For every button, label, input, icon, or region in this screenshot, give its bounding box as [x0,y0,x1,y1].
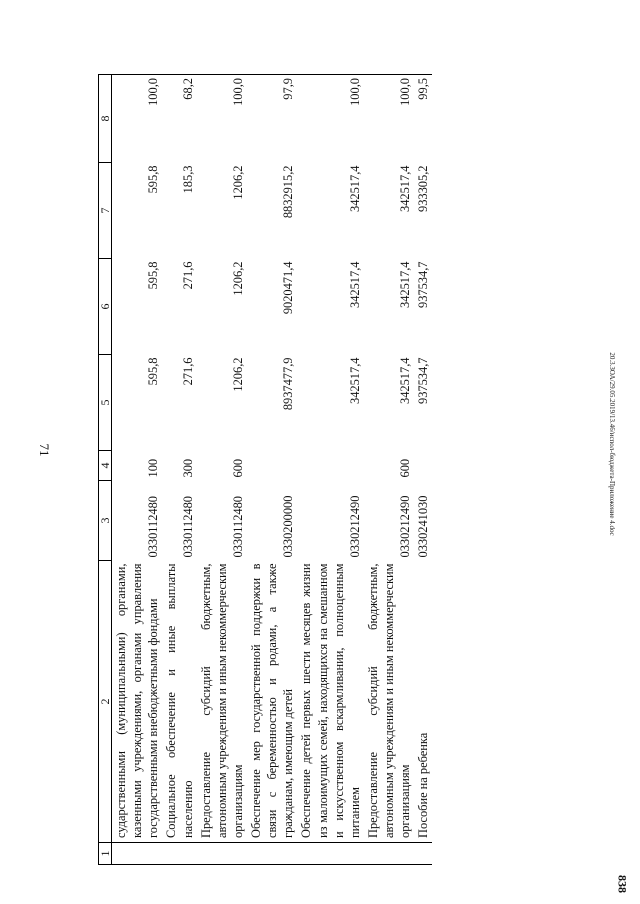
row-code: 0330112480 [180,496,195,558]
row-value-5: 8937477,9 [281,357,296,411]
row-value-7: 1206,2 [230,165,245,200]
table-row [414,75,432,865]
row-value-7: 342517,4 [347,165,362,212]
row-code: 0330112480 [230,496,245,558]
header-cell: 6 [99,259,112,355]
row-value-5: 342517,4 [398,357,413,404]
row-value-5: 342517,4 [347,357,362,404]
header-row [99,75,112,865]
row-name: Обеспечение детей первых шести месяцев жизни из малоимущих семей, находящихся на смешанном и искусственном вскармливании, полноценным питанием [297,561,364,843]
row-value-6: 342517,4 [398,261,413,308]
row-value-6: 937534,7 [416,261,431,308]
header-cell: 3 [99,481,112,561]
rotated-content [98,75,602,865]
header-cell: 5 [99,355,112,451]
row-value-6: 9020471,4 [281,261,296,315]
row-value-6: 1206,2 [230,261,245,296]
table-row [162,75,196,865]
row-value-7: 342517,4 [398,165,413,212]
row-value-8: 100,0 [364,75,414,163]
table-row [197,75,247,865]
row-type: 300 [180,458,195,478]
row-type [414,451,432,481]
table-row [247,75,297,865]
corner-page-number: 838 [615,875,630,893]
row-code: 0330200000 [281,495,296,558]
row-type: 600 [230,458,245,478]
row-value-6: 342517,4 [347,261,362,308]
header-cell: 8 [99,75,112,163]
header-cell: 2 [99,561,112,843]
row-value-8: 100,0 [112,75,163,163]
header-cell: 4 [99,451,112,481]
header-cell: 1 [99,843,112,865]
row-value-7: 8832915,2 [281,165,296,219]
header-cell: 7 [99,163,112,259]
row-code: 0330241030 [416,495,431,558]
row-code: 0330212490 [347,495,362,558]
row-type: 100 [146,458,161,478]
row-value-6: 271,6 [180,261,195,290]
table-row [364,75,414,865]
row-name: Пособие на ребенка [414,561,432,843]
row-value-8: 100,0 [297,75,364,163]
row-value-5: 1206,2 [230,357,245,392]
row-type [247,451,297,481]
row-name: Предоставление субсидий бюджетным, автономным учреждениям и иным некоммерческим организациям [197,561,247,843]
row-name: сударственными (муниципальными) органами, казенными учреждениями, органами управления государственными внебюджетными фондами [112,561,163,843]
row-value-8: 68,2 [162,75,196,163]
footer-file-path: 20.3.ЗОА/29.05.2019/13.46/испол-бюджета-Приложение 4.doc [608,352,616,536]
row-value-6: 595,8 [146,261,161,290]
row-name: Обеспечение мер государственной поддержки в связи с беременностью и родами, а также гражданам, имеющим детей [247,561,297,843]
row-code: 0330112480 [146,496,161,558]
row-value-8: 99,5 [414,75,432,163]
row-value-7: 595,8 [146,165,161,194]
table-row [297,75,364,865]
row-value-8: 97,9 [247,75,297,163]
page-number: 71 [37,443,52,457]
row-name: Предоставление субсидий бюджетным, автономным учреждениям и иным некоммерческим организациям [364,561,414,843]
row-value-7: 185,3 [180,165,195,194]
budget-table [98,74,432,865]
row-value-8: 100,0 [197,75,247,163]
row-type [297,451,364,481]
row-value-5: 937534,7 [416,357,431,404]
row-value-7: 933305,2 [416,165,431,212]
table-row [112,75,163,865]
row-type: 600 [398,458,413,478]
row-name: Социальное обеспечение и иные выплаты населению [162,561,196,843]
row-code: 0330212490 [398,495,413,558]
row-value-5: 271,6 [180,357,195,386]
row-value-5: 595,8 [146,357,161,386]
